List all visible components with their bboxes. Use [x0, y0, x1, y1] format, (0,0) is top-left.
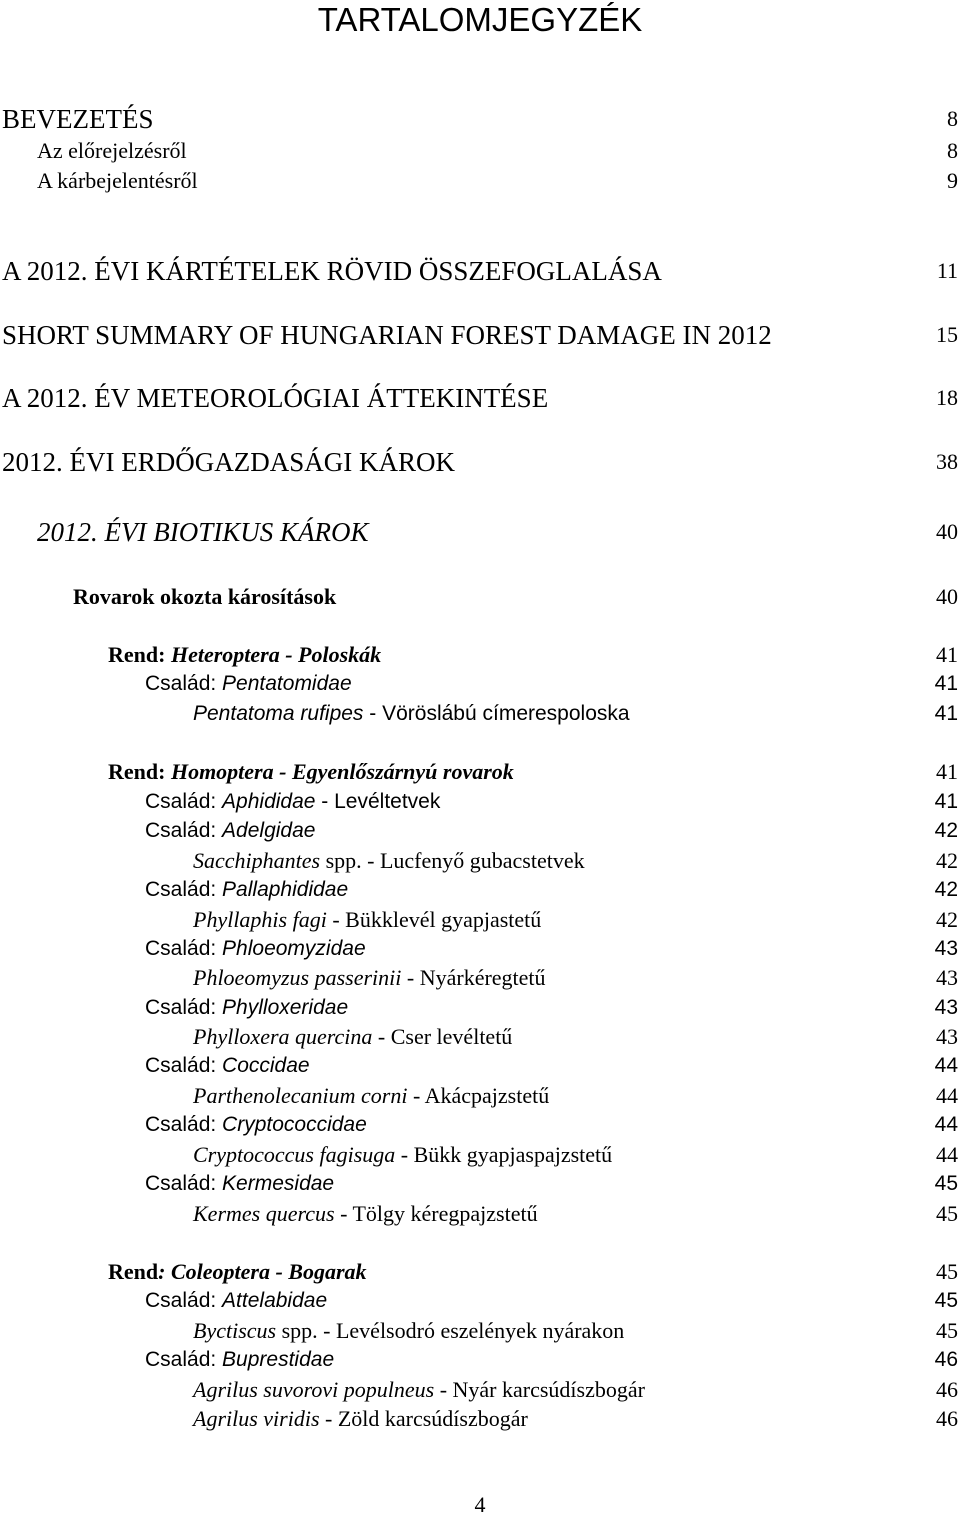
- toc-entry: [0, 875, 960, 905]
- toc-entry: [0, 1081, 960, 1111]
- toc-entry-title: Család: Buprestidae: [145, 1348, 335, 1371]
- toc-entry-page: 43: [936, 965, 958, 990]
- toc-entry: [0, 517, 960, 547]
- toc-entry-title: Az előrejelzésről: [37, 138, 187, 163]
- toc-entry-page: 44: [934, 1113, 958, 1136]
- toc-entry-page: 42: [934, 819, 958, 842]
- toc-entry-title: Család: Phloeomyzidae: [145, 937, 366, 960]
- toc-entry-title: Phylloxera quercina - Cser levéltetű: [193, 1024, 513, 1049]
- toc-entry-title: Rend: Coleoptera - Bogarak: [108, 1259, 367, 1284]
- toc-entry-title: Rend: Heteroptera - Poloskák: [108, 642, 382, 667]
- toc-entry: [0, 1051, 960, 1081]
- toc-entry-page: 41: [936, 642, 958, 667]
- toc-entry-page: 41: [936, 759, 958, 784]
- toc-entry-page: 46: [936, 1377, 958, 1402]
- toc-entry-page: 43: [934, 996, 958, 1019]
- toc-entry-title: Család: Kermesidae: [145, 1172, 335, 1195]
- toc-entry-title: 2012. ÉVI BIOTIKUS KÁROK: [37, 516, 369, 547]
- toc-entry: [0, 104, 960, 134]
- toc-entry-page: 45: [936, 1259, 958, 1284]
- toc-entry-title: Phyllaphis fagi - Bükklevél gyapjastetű: [193, 907, 542, 932]
- toc-entry-page: 8: [947, 106, 958, 131]
- toc-entry-page: 11: [936, 258, 958, 283]
- toc-entry: [0, 1140, 960, 1170]
- toc-entry-title: Család: Pentatomidae: [145, 672, 352, 695]
- toc-entry-title: Byctiscus spp. - Levélsodró eszelények nyárakon: [193, 1318, 625, 1343]
- toc-entry-page: 40: [936, 584, 958, 609]
- toc-entry: [0, 383, 960, 413]
- toc-entry-page: 9: [947, 168, 958, 193]
- toc-entry-title: Család: Coccidae: [145, 1054, 310, 1077]
- toc-entry-page: 40: [936, 519, 958, 544]
- toc-entry: [0, 1169, 960, 1199]
- toc-entry: [0, 1257, 960, 1287]
- toc-entry: [0, 256, 960, 286]
- toc-entry-title: Sacchiphantes spp. - Lucfenyő gubacstetvek: [193, 848, 585, 873]
- toc-entry-title: Cryptococcus fagisuga - Bükk gyapjaspajzstetű: [193, 1142, 613, 1167]
- toc-entry-title: Rovarok okozta károsítások: [73, 584, 337, 609]
- toc-entry-title: Család: Pallaphididae: [145, 878, 349, 901]
- toc-entry: [0, 934, 960, 964]
- toc-entry: [0, 447, 960, 477]
- toc-entry-title: Rend: Homoptera - Egyenlőszárnyú rovarok: [108, 759, 514, 784]
- toc-entry-page: 42: [936, 907, 958, 932]
- toc-entry-page: 41: [934, 790, 958, 813]
- toc-entry: [0, 1110, 960, 1140]
- toc-entry: [0, 846, 960, 876]
- toc-entry-page: 45: [934, 1289, 958, 1312]
- page-title: TARTALOMJEGYZÉK: [317, 1, 643, 38]
- toc-entry-title: Agrilus viridis - Zöld karcsúdíszbogár: [193, 1406, 528, 1431]
- toc-entry-page: 45: [936, 1318, 958, 1343]
- toc-entry-title: Család: Phylloxeridae: [145, 996, 349, 1019]
- page-number: 4: [474, 1492, 486, 1517]
- toc-entry-title: BEVEZETÉS: [2, 103, 154, 134]
- toc-entry-title: A 2012. ÉV METEOROLÓGIAI ÁTTEKINTÉSE: [2, 382, 549, 413]
- toc-entry-title: SHORT SUMMARY OF HUNGARIAN FOREST DAMAGE IN 2012: [2, 319, 772, 350]
- toc-entry-title: Pentatoma rufipes - Vöröslábú címerespoloska: [193, 702, 630, 725]
- toc-entry-page: 44: [936, 1142, 958, 1167]
- toc-entry-title: Parthenolecanium corni - Akácpajzstetű: [193, 1083, 550, 1108]
- toc-entry-title: Család: Cryptococcidae: [145, 1113, 367, 1136]
- toc-entry: [0, 1316, 960, 1346]
- toc-entry-title: Phloeomyzus passerinii - Nyárkéregtetű: [193, 965, 546, 990]
- toc-entry: [0, 905, 960, 935]
- toc-entry: [0, 1345, 960, 1375]
- toc-entry-page: 41: [934, 672, 958, 695]
- toc-entry-title: Család: Adelgidae: [145, 819, 316, 842]
- toc-entry-page: 44: [936, 1083, 958, 1108]
- toc-entry: [0, 699, 960, 729]
- toc-entry-title: Kermes quercus - Tölgy kéregpajzstetű: [193, 1201, 538, 1226]
- toc-entry-title: Család: Attelabidae: [145, 1289, 328, 1312]
- toc-entry: [0, 1022, 960, 1052]
- toc-entry-page: 38: [936, 449, 958, 474]
- toc-entry-page: 41: [934, 702, 958, 725]
- toc-entry: [0, 1286, 960, 1316]
- toc-entry-page: 18: [936, 385, 958, 410]
- toc-entry-page: 42: [934, 878, 958, 901]
- toc-entry: [0, 963, 960, 993]
- toc-entry: [0, 166, 960, 196]
- toc-entry: [0, 669, 960, 699]
- toc-entry-page: 43: [934, 937, 958, 960]
- toc-entry: [0, 582, 960, 612]
- toc-entry-page: 46: [934, 1348, 958, 1371]
- toc-entry: [0, 787, 960, 817]
- toc-entry-title: 2012. ÉVI ERDŐGAZDASÁGI KÁROK: [2, 446, 455, 477]
- toc-entry: [0, 136, 960, 166]
- toc-entry-page: 46: [936, 1406, 958, 1431]
- toc-entry-title: A kárbejelentésről: [37, 168, 198, 193]
- toc-entry-page: 45: [934, 1172, 958, 1195]
- toc-entry-page: 42: [936, 848, 958, 873]
- toc-entry: [0, 1404, 960, 1434]
- toc-entry-page: 44: [934, 1054, 958, 1077]
- toc-entry-page: 15: [936, 322, 958, 347]
- toc-entry-title: A 2012. ÉVI KÁRTÉTELEK RÖVID ÖSSZEFOGLALÁSA: [2, 255, 662, 286]
- toc-entry-page: 8: [947, 138, 958, 163]
- toc-entry: [0, 993, 960, 1023]
- toc-entry: [0, 320, 960, 350]
- toc-entry: [0, 640, 960, 670]
- toc-entry: [0, 757, 960, 787]
- toc-entry: [0, 1199, 960, 1229]
- toc-entry-title: Agrilus suvorovi populneus - Nyár karcsúdíszbogár: [193, 1377, 645, 1402]
- toc-entry-title: Család: Aphididae - Levéltetvek: [145, 790, 441, 813]
- toc-entry-page: 45: [936, 1201, 958, 1226]
- toc-entry: [0, 1375, 960, 1405]
- toc-entry-page: 43: [936, 1024, 958, 1049]
- toc-entry: [0, 816, 960, 846]
